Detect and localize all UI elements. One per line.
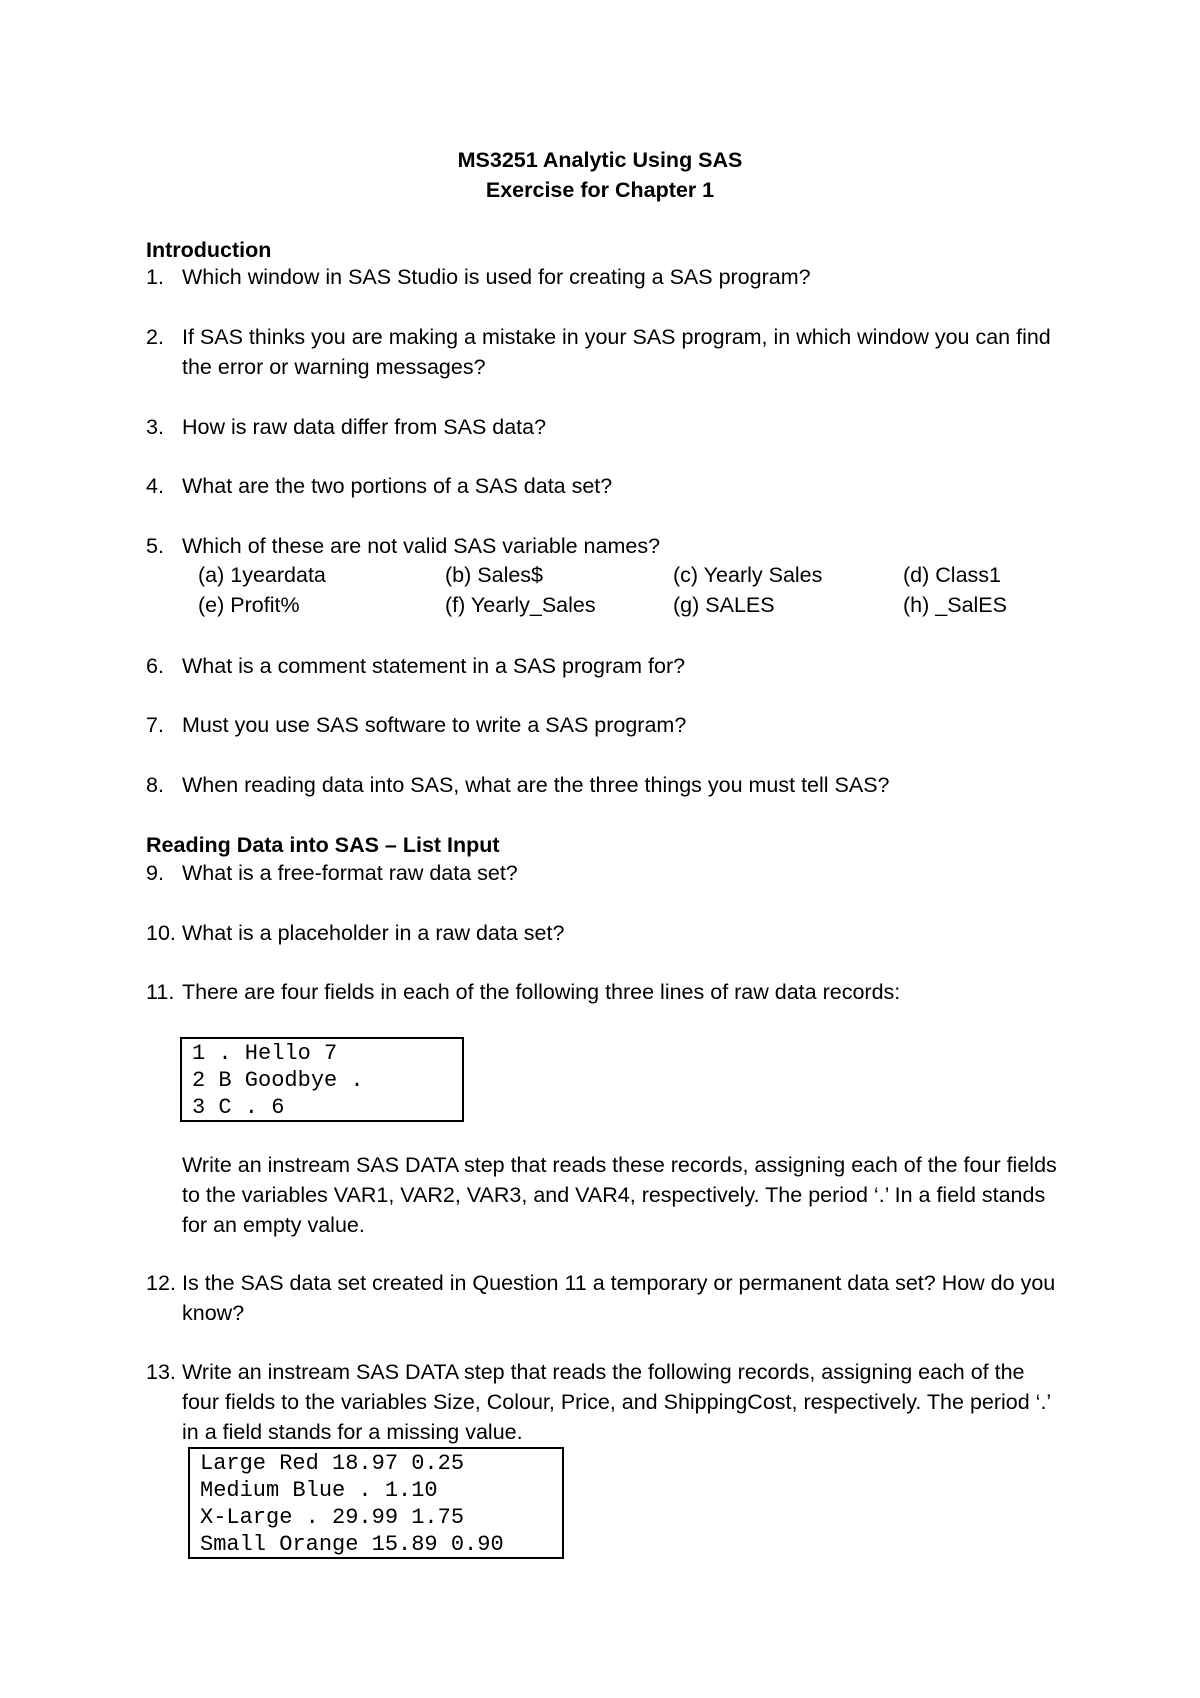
option-value: Class1 [935,563,1001,587]
raw-data-box-q13 [188,1447,564,1559]
option-label: (e) [198,593,225,617]
question-text: What are the two portions of a SAS data set? [182,474,613,498]
option-f [445,593,596,618]
option-label: (f) [445,593,466,617]
raw-data-box-q11 [180,1037,464,1122]
document-title: MS3251 Analytic Using SAS [457,148,743,172]
option-d [903,563,1001,588]
document-subtitle: Exercise for Chapter 1 [485,178,715,202]
question-number: 11. [146,980,175,1004]
question-number: 4. [146,474,164,498]
question-text: Which window in SAS Studio is used for creating a SAS program? [182,265,811,289]
option-c [673,563,822,588]
option-label: (a) [198,563,225,587]
code-line: Large Red 18.97 0.25 [200,1451,465,1476]
question-text: If SAS thinks you are making a mistake in your SAS program, in which window you can find the error or warning messages? [182,325,1051,379]
code-line: 3 C . 6 [192,1095,285,1120]
option-label: (c) [673,563,699,587]
question-text: There are four fields in each of the following three lines of raw data records: [182,980,901,1004]
question-number: 6. [146,654,164,678]
code-line: 1 . Hello 7 [192,1041,338,1066]
option-value: Sales$ [477,563,544,587]
option-value: 1yeardata [230,563,326,587]
question-text: Which of these are not valid SAS variable names? [182,534,661,558]
option-value: SALES [705,593,775,617]
option-label: (g) [673,593,700,617]
code-line: X-Large . 29.99 1.75 [200,1505,465,1530]
question-number: 5. [146,534,164,558]
question-number: 9. [146,861,164,885]
question-number: 10. [146,921,176,945]
question-text: What is a free-format raw data set? [182,861,518,885]
option-value: Profit% [230,593,300,617]
question-number: 8. [146,773,164,797]
question-number: 7. [146,713,164,737]
option-a [198,563,326,588]
question-text: Must you use SAS software to write a SAS program? [182,713,687,737]
option-label: (d) [903,563,930,587]
option-value: Yearly Sales [703,563,823,587]
question-text: What is a placeholder in a raw data set? [182,921,565,945]
question-text: When reading data into SAS, what are the three things you must tell SAS? [182,773,890,797]
question-number: 1. [146,265,164,289]
option-label: (b) [445,563,472,587]
question-number: 3. [146,415,164,439]
option-value: Yearly_Sales [470,593,596,617]
question-text: What is a comment statement in a SAS program for? [182,654,686,678]
option-b [445,563,543,588]
code-line: Medium Blue . 1.10 [200,1478,438,1503]
question-11-instructions: Write an instream SAS DATA step that reads these records, assigning each of the four fields to the variables VAR1, VAR2, VAR3, and VAR4, respectively. The period ‘.’ In a field stands for an empty value. [182,1153,1057,1237]
option-h [903,593,1007,618]
option-e [198,593,300,618]
question-number: 2. [146,325,164,349]
code-line: Small Orange 15.89 0.90 [200,1532,504,1557]
code-line: 2 B Goodbye . [192,1068,364,1093]
section-heading-reading-data: Reading Data into SAS – List Input [146,833,500,857]
question-text: Write an instream SAS DATA step that reads the following records, assigning each of the four fields to the variables Size, Colour, Price, and ShippingCost, respectively. The period ‘.’ in a field stands for a missing value. [182,1360,1051,1444]
question-number: 13. [146,1360,176,1384]
question-text: Is the SAS data set created in Question 11 a temporary or permanent data set? How do you know? [182,1271,1056,1325]
option-label: (h) [903,593,930,617]
option-g [673,593,775,618]
section-heading-introduction: Introduction [146,238,272,262]
question-text: How is raw data differ from SAS data? [182,415,547,439]
question-number: 12. [146,1271,176,1295]
option-value: _SalES [935,593,1007,617]
